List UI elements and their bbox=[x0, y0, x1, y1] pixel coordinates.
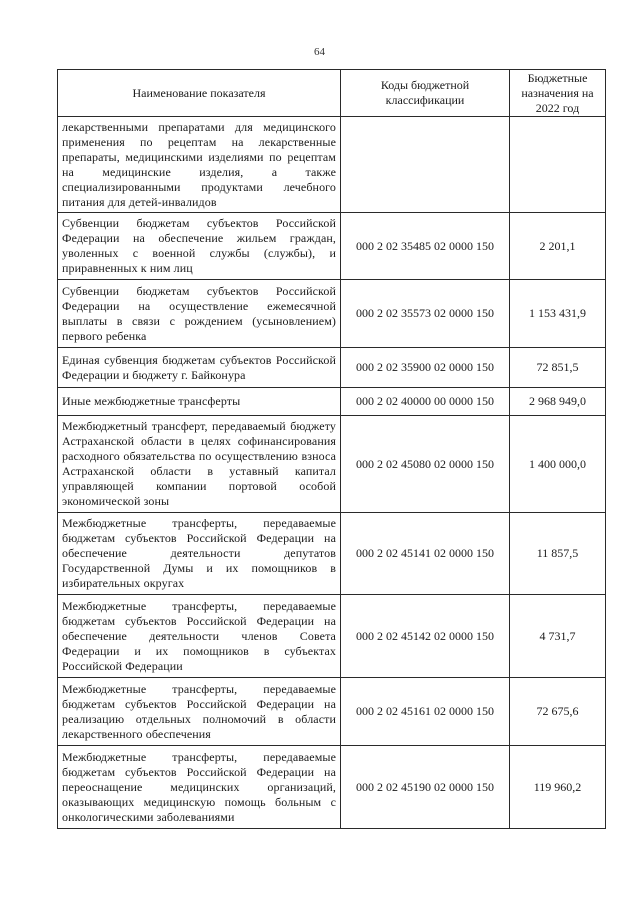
table-row bbox=[58, 595, 606, 678]
row-code: 000 2 02 45190 02 0000 150 bbox=[341, 746, 510, 829]
row-code: 000 2 02 35900 02 0000 150 bbox=[341, 348, 510, 388]
row-code bbox=[341, 117, 510, 213]
row-amount bbox=[510, 117, 606, 213]
table-row bbox=[58, 280, 606, 348]
table-row bbox=[58, 513, 606, 595]
table-row bbox=[58, 213, 606, 280]
header-amount: Бюджетные назначения на 2022 год bbox=[510, 70, 606, 117]
row-name: Межбюджетные трансферты, передаваемые бюджетам субъектов Российской Федерации на переоснащение медицинских организаций, оказывающих медицинскую помощь больным с онкологическими заболеваниями bbox=[58, 746, 341, 829]
row-code: 000 2 02 45080 02 0000 150 bbox=[341, 416, 510, 513]
row-name: лекарственными препаратами для медицинского применения по рецептам на лекарственные препараты, медицинскими изделиями по рецептам на медицинские изделия, а также специализированными продуктами лечебного питания для детей-инвалидов bbox=[58, 117, 341, 213]
table-row bbox=[58, 746, 606, 829]
page-number: 64 bbox=[314, 46, 325, 58]
row-amount: 1 153 431,9 bbox=[510, 280, 606, 348]
row-name: Субвенции бюджетам субъектов Российской Федерации на обеспечение жильем граждан, уволенных с военной службы (службы), и приравненных к ним лиц bbox=[58, 213, 341, 280]
row-name: Иные межбюджетные трансферты bbox=[58, 388, 341, 416]
table-row bbox=[58, 678, 606, 746]
table-row bbox=[58, 348, 606, 388]
row-code: 000 2 02 35485 02 0000 150 bbox=[341, 213, 510, 280]
table-row bbox=[58, 117, 606, 213]
header-code: Коды бюджетной классификации bbox=[341, 70, 510, 117]
row-amount: 11 857,5 bbox=[510, 513, 606, 595]
table-header-row bbox=[58, 70, 606, 117]
row-amount: 72 675,6 bbox=[510, 678, 606, 746]
row-name: Межбюджетные трансферты, передаваемые бюджетам субъектов Российской Федерации на обеспечение деятельности членов Совета Федерации и их помощников в субъектах Российской Федерации bbox=[58, 595, 341, 678]
row-amount: 72 851,5 bbox=[510, 348, 606, 388]
table-row bbox=[58, 416, 606, 513]
row-amount: 1 400 000,0 bbox=[510, 416, 606, 513]
row-name: Межбюджетный трансферт, передаваемый бюджету Астраханской области в целях софинансирования расходного обязательства по осуществлению взноса Астраханской области в уставный капитал управляющей компании портовой особой экономической зоны bbox=[58, 416, 341, 513]
row-name: Межбюджетные трансферты, передаваемые бюджетам субъектов Российской Федерации на реализацию отдельных полномочий в области лекарственного обеспечения bbox=[58, 678, 341, 746]
row-code: 000 2 02 45141 02 0000 150 bbox=[341, 513, 510, 595]
table-row bbox=[58, 388, 606, 416]
budget-table bbox=[57, 69, 606, 829]
row-code: 000 2 02 45161 02 0000 150 bbox=[341, 678, 510, 746]
row-amount: 2 201,1 bbox=[510, 213, 606, 280]
row-code: 000 2 02 45142 02 0000 150 bbox=[341, 595, 510, 678]
row-name: Субвенции бюджетам субъектов Российской Федерации на осуществление ежемесячной выплаты в связи с рождением (усыновлением) первого ребенка bbox=[58, 280, 341, 348]
header-name: Наименование показателя bbox=[58, 70, 341, 117]
row-amount: 4 731,7 bbox=[510, 595, 606, 678]
row-amount: 119 960,2 bbox=[510, 746, 606, 829]
row-code: 000 2 02 35573 02 0000 150 bbox=[341, 280, 510, 348]
row-code: 000 2 02 40000 00 0000 150 bbox=[341, 388, 510, 416]
row-name: Единая субвенция бюджетам субъектов Российской Федерации и бюджету г. Байконура bbox=[58, 348, 341, 388]
row-name: Межбюджетные трансферты, передаваемые бюджетам субъектов Российской Федерации на обеспечение деятельности депутатов Государственной Думы и их помощников в избирательных округах bbox=[58, 513, 341, 595]
row-amount: 2 968 949,0 bbox=[510, 388, 606, 416]
